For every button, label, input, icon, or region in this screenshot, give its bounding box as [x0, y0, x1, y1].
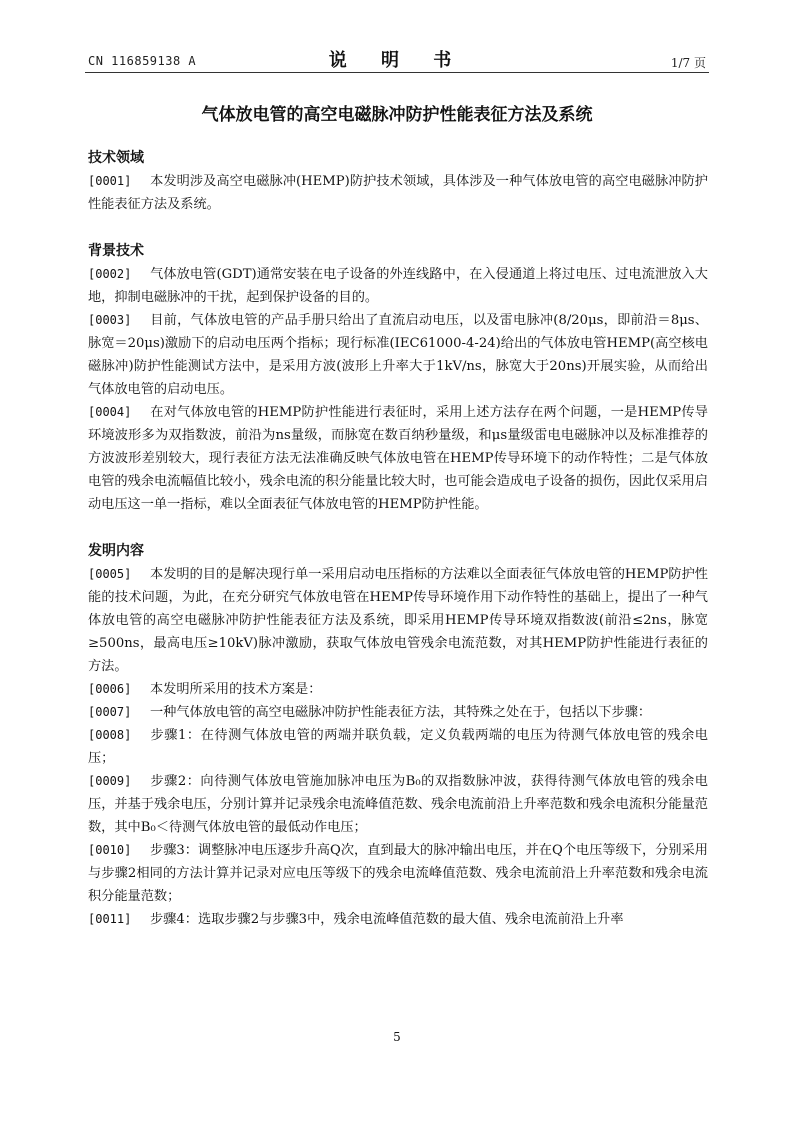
paragraph-number: [0001]: [88, 174, 132, 188]
paragraph: [88, 931, 708, 954]
paragraph: [88, 563, 708, 678]
document-type: 说 明 书: [328, 50, 466, 71]
paragraph: [88, 770, 708, 839]
page-indicator: 1/7 页: [670, 56, 706, 70]
header-rule: [85, 72, 709, 73]
paragraph: [88, 309, 708, 401]
paragraph: [88, 170, 708, 216]
paragraph-number: [0002]: [88, 267, 132, 281]
document-body: [88, 147, 708, 954]
paragraph-text: 本发明涉及高空电磁脉冲(HEMP)防护技术领域，具体涉及一种气体放电管的高空电磁脉冲防护性能表征方法及系统。: [88, 174, 708, 212]
section-heading: 背景技术: [88, 243, 144, 259]
paragraph-number: [0010]: [88, 843, 132, 857]
paragraph-text: 步骤3：调整脉冲电压逐步升高Q次，直到最大的脉冲输出电压，并在Q个电压等级下，分别采用与步骤2相同的方法计算并记录对应电压等级下的残余电流峰值范数、残余电流前沿上升率范数和残余电流积分能量范数；: [88, 843, 708, 904]
paragraph-number: [0005]: [88, 567, 132, 581]
paragraph: [88, 263, 708, 309]
paragraph: [88, 908, 708, 931]
paragraph: [88, 839, 708, 908]
paragraph-text: 步骤2：向待测气体放电管施加脉冲电压为B₀的双指数脉冲波，获得待测气体放电管的残余电压，并基于残余电压，分别计算并记录残余电流峰值范数、残余电流前沿上升率范数和残余电流积分能量范数，其中B₀＜待测气体放电管的最低动作电压；: [88, 774, 708, 835]
section-heading: 发明内容: [88, 543, 144, 559]
document-title: 气体放电管的高空电磁脉冲防护性能表征方法及系统: [201, 105, 593, 125]
paragraph-number: [0011]: [88, 912, 132, 926]
paragraph-text: 本发明所采用的技术方案是：: [150, 682, 322, 697]
paragraph-text: 目前，气体放电管的产品手册只给出了直流启动电压，以及雷电脉冲(8/20μs，即前沿＝8μs、脉宽＝20μs)激励下的启动电压两个指标；现行标准(IEC61000-4-24)给出的气体放电管HEMP(高空核电磁脉冲)防护性能测试方法中，是采用方波(波形上升率大于1kV/ns，脉宽大于20ns)开展实验，从而给出气体放电管的启动电压。: [88, 313, 708, 397]
paragraph-text: 步骤1：在待测气体放电管的两端并联负载，定义负载两端的电压为待测气体放电管的残余电压；: [88, 728, 708, 766]
paragraph-number: [0007]: [88, 705, 132, 719]
paragraph-number: [0004]: [88, 405, 132, 419]
page-number: 5: [393, 1030, 401, 1044]
section-heading: 技术领域: [88, 150, 144, 166]
paragraph: [88, 724, 708, 770]
paragraph-text: 一种气体放电管的高空电磁脉冲防护性能表征方法，其特殊之处在于，包括以下步骤：: [150, 705, 652, 720]
patent-number: CN 116859138 A: [88, 54, 197, 68]
paragraph-text: 步骤4：选取步骤2与步骤3中，残余电流峰值范数的最大值、残余电流前沿上升率: [150, 912, 624, 927]
paragraph: [88, 678, 708, 701]
paragraph-text: 在对气体放电管的HEMP防护性能进行表征时，采用上述方法存在两个问题，一是HEMP传导环境波形多为双指数波，前沿为ns量级，而脉宽在数百纳秒量级，和μs量级雷电电磁脉冲以及标准推荐的方波波形差别较大，现行表征方法无法准确反映气体放电管在HEMP传导环境下的动作特性；二是气体放电管的残余电流幅值比较小，残余电流的积分能量比较大时，也可能会造成电子设备的损伤，因此仅采用启动电压这一单一指标，难以全面表征气体放电管的HEMP防护性能。: [88, 405, 708, 512]
paragraph-number: [0006]: [88, 682, 132, 696]
paragraph-number: [0003]: [88, 313, 132, 327]
paragraph: [88, 701, 708, 724]
paragraph-number: [0008]: [88, 728, 132, 742]
paragraph-text: 本发明的目的是解决现行单一采用启动电压指标的方法难以全面表征气体放电管的HEMP防护性能的技术问题，为此，在充分研究气体放电管在HEMP传导环境作用下动作特性的基础上，提出了一种气体放电管的高空电磁脉冲防护性能表征方法及系统，即采用HEMP传导环境双指数波(前沿≤2ns，脉宽≥500ns，最高电压≥10kV)脉冲激励，获取气体放电管残余电流范数，对其HEMP防护性能进行表征的方法。: [88, 567, 708, 674]
paragraph: [88, 401, 708, 516]
paragraph-text: 气体放电管(GDT)通常安装在电子设备的外连线路中，在入侵通道上将过电压、过电流泄放入大地，抑制电磁脉冲的干扰，起到保护设备的目的。: [88, 267, 708, 305]
paragraph-number: [0009]: [88, 774, 132, 788]
